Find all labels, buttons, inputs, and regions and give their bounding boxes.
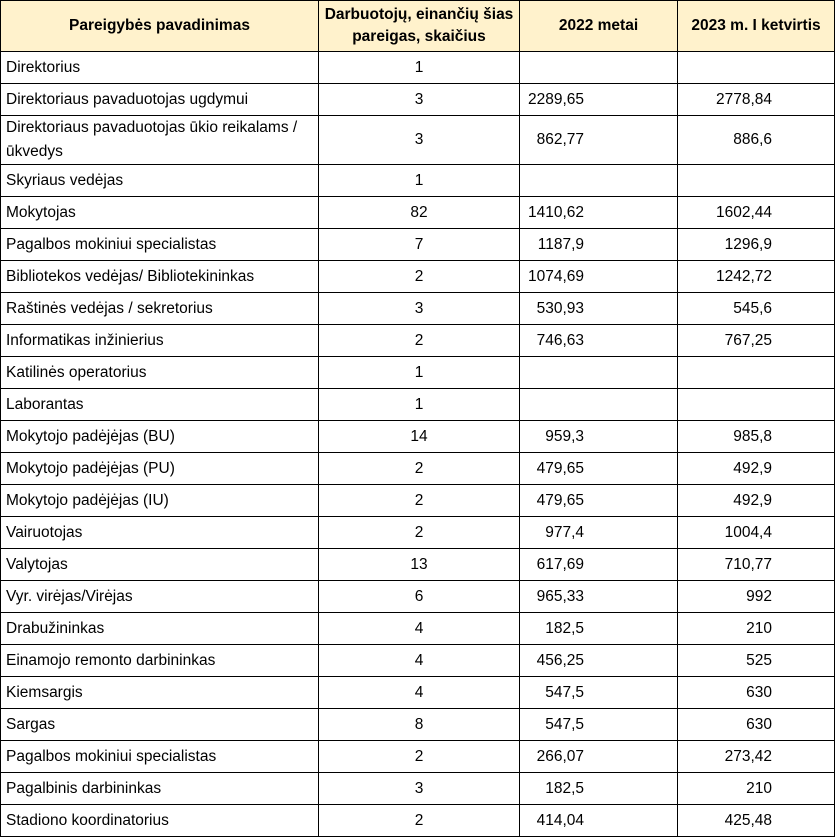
cell-value-2022: 530,93: [520, 293, 678, 325]
cell-value-2023-q1: 1296,9: [678, 229, 835, 261]
cell-value-2023-q1: 210: [678, 773, 835, 805]
cell-value-2023-q1: [678, 52, 835, 84]
cell-value-2023-q1: 630: [678, 709, 835, 741]
cell-value-2023-q1: 767,25: [678, 325, 835, 357]
cell-value-2023-q1: 273,42: [678, 741, 835, 773]
cell-value-2022: 1074,69: [520, 261, 678, 293]
cell-employee-count: 1: [319, 389, 520, 421]
cell-value-2023-q1: 525: [678, 645, 835, 677]
cell-employee-count: 1: [319, 165, 520, 197]
cell-value-2023-q1: [678, 165, 835, 197]
table-row: [1, 677, 835, 709]
cell-value-2023-q1: 1242,72: [678, 261, 835, 293]
cell-position-name: Skyriaus vedėjas: [1, 165, 319, 197]
table-row: [1, 453, 835, 485]
table-row: [1, 581, 835, 613]
cell-employee-count: 2: [319, 485, 520, 517]
table-row: [1, 421, 835, 453]
cell-employee-count: 3: [319, 773, 520, 805]
cell-value-2023-q1: 1004,4: [678, 517, 835, 549]
cell-employee-count: 14: [319, 421, 520, 453]
cell-employee-count: 2: [319, 517, 520, 549]
cell-position-name: Drabužininkas: [1, 613, 319, 645]
cell-position-name: Mokytojo padėjėjas (PU): [1, 453, 319, 485]
cell-position-name: Katilinės operatorius: [1, 357, 319, 389]
header-employee-count: Darbuotojų, einančių šias pareigas, skaičius: [319, 1, 520, 52]
cell-position-name: Raštinės vedėjas / sekretorius: [1, 293, 319, 325]
table-row: [1, 325, 835, 357]
cell-employee-count: 3: [319, 116, 520, 165]
cell-value-2022: 965,33: [520, 581, 678, 613]
cell-value-2022: 1410,62: [520, 197, 678, 229]
cell-employee-count: 2: [319, 741, 520, 773]
cell-employee-count: 2: [319, 261, 520, 293]
cell-value-2023-q1: [678, 389, 835, 421]
cell-value-2023-q1: 425,48: [678, 805, 835, 837]
header-position-name: Pareigybės pavadinimas: [1, 1, 319, 52]
cell-position-name: Einamojo remonto darbininkas: [1, 645, 319, 677]
cell-value-2023-q1: 210: [678, 613, 835, 645]
cell-employee-count: 8: [319, 709, 520, 741]
cell-position-name: Pagalbinis darbininkas: [1, 773, 319, 805]
cell-value-2022: [520, 357, 678, 389]
table-row: [1, 165, 835, 197]
cell-value-2023-q1: 492,9: [678, 485, 835, 517]
cell-value-2022: 746,63: [520, 325, 678, 357]
table-row: [1, 517, 835, 549]
table-row: [1, 709, 835, 741]
table-row: [1, 52, 835, 84]
table-row: [1, 261, 835, 293]
table-row: [1, 485, 835, 517]
cell-employee-count: 1: [319, 52, 520, 84]
table-row: [1, 805, 835, 837]
cell-value-2022: 862,77: [520, 116, 678, 165]
cell-employee-count: 4: [319, 677, 520, 709]
cell-value-2023-q1: 492,9: [678, 453, 835, 485]
cell-employee-count: 2: [319, 325, 520, 357]
cell-position-name: Pagalbos mokiniui specialistas: [1, 229, 319, 261]
cell-value-2022: 1187,9: [520, 229, 678, 261]
cell-value-2023-q1: 630: [678, 677, 835, 709]
cell-position-name: Laborantas: [1, 389, 319, 421]
cell-value-2023-q1: 1602,44: [678, 197, 835, 229]
cell-value-2023-q1: 2778,84: [678, 84, 835, 116]
cell-position-name: Sargas: [1, 709, 319, 741]
cell-value-2023-q1: 985,8: [678, 421, 835, 453]
cell-value-2022: 182,5: [520, 773, 678, 805]
cell-position-name: Informatikas inžinierius: [1, 325, 319, 357]
cell-value-2022: 479,65: [520, 453, 678, 485]
table-row: [1, 613, 835, 645]
cell-value-2022: 959,3: [520, 421, 678, 453]
cell-value-2022: [520, 389, 678, 421]
table-row: [1, 116, 835, 165]
cell-position-name: Direktorius: [1, 52, 319, 84]
cell-value-2023-q1: 710,77: [678, 549, 835, 581]
cell-employee-count: 2: [319, 805, 520, 837]
header-2023-q1: 2023 m. I ketvirtis: [678, 1, 835, 52]
cell-employee-count: 4: [319, 613, 520, 645]
cell-value-2022: 977,4: [520, 517, 678, 549]
cell-position-name: Kiemsargis: [1, 677, 319, 709]
cell-position-name: Stadiono koordinatorius: [1, 805, 319, 837]
cell-position-name: Valytojas: [1, 549, 319, 581]
cell-value-2022: 547,5: [520, 709, 678, 741]
header-row: [1, 1, 835, 52]
cell-position-name: Mokytojo padėjėjas (BU): [1, 421, 319, 453]
cell-position-name: Pagalbos mokiniui specialistas: [1, 741, 319, 773]
table-row: [1, 357, 835, 389]
cell-employee-count: 13: [319, 549, 520, 581]
table-row: [1, 773, 835, 805]
cell-employee-count: 4: [319, 645, 520, 677]
cell-value-2023-q1: 545,6: [678, 293, 835, 325]
cell-value-2022: [520, 165, 678, 197]
cell-position-name: Mokytojas: [1, 197, 319, 229]
cell-value-2023-q1: 886,6: [678, 116, 835, 165]
cell-position-name: Direktoriaus pavaduotojas ūkio reikalams / ūkvedys: [1, 116, 319, 165]
table-row: [1, 84, 835, 116]
cell-value-2022: 2289,65: [520, 84, 678, 116]
table-row: [1, 197, 835, 229]
cell-employee-count: 2: [319, 453, 520, 485]
cell-employee-count: 82: [319, 197, 520, 229]
cell-position-name: Vyr. virėjas/Virėjas: [1, 581, 319, 613]
table-row: [1, 549, 835, 581]
cell-position-name: Mokytojo padėjėjas (IU): [1, 485, 319, 517]
table-row: [1, 293, 835, 325]
cell-employee-count: 3: [319, 293, 520, 325]
cell-value-2022: 547,5: [520, 677, 678, 709]
cell-value-2023-q1: 992: [678, 581, 835, 613]
cell-employee-count: 1: [319, 357, 520, 389]
cell-value-2022: 414,04: [520, 805, 678, 837]
cell-employee-count: 7: [319, 229, 520, 261]
cell-value-2022: [520, 52, 678, 84]
cell-position-name: Vairuotojas: [1, 517, 319, 549]
cell-position-name: Bibliotekos vedėjas/ Bibliotekininkas: [1, 261, 319, 293]
cell-position-name: Direktoriaus pavaduotojas ugdymui: [1, 84, 319, 116]
cell-value-2022: 266,07: [520, 741, 678, 773]
table-row: [1, 741, 835, 773]
cell-value-2022: 617,69: [520, 549, 678, 581]
header-year-2022: 2022 metai: [520, 1, 678, 52]
cell-value-2022: 456,25: [520, 645, 678, 677]
table-body: [1, 52, 835, 837]
table-row: [1, 645, 835, 677]
cell-employee-count: 6: [319, 581, 520, 613]
cell-value-2023-q1: [678, 357, 835, 389]
cell-value-2022: 182,5: [520, 613, 678, 645]
table-row: [1, 229, 835, 261]
cell-employee-count: 3: [319, 84, 520, 116]
cell-value-2022: 479,65: [520, 485, 678, 517]
table-row: [1, 389, 835, 421]
